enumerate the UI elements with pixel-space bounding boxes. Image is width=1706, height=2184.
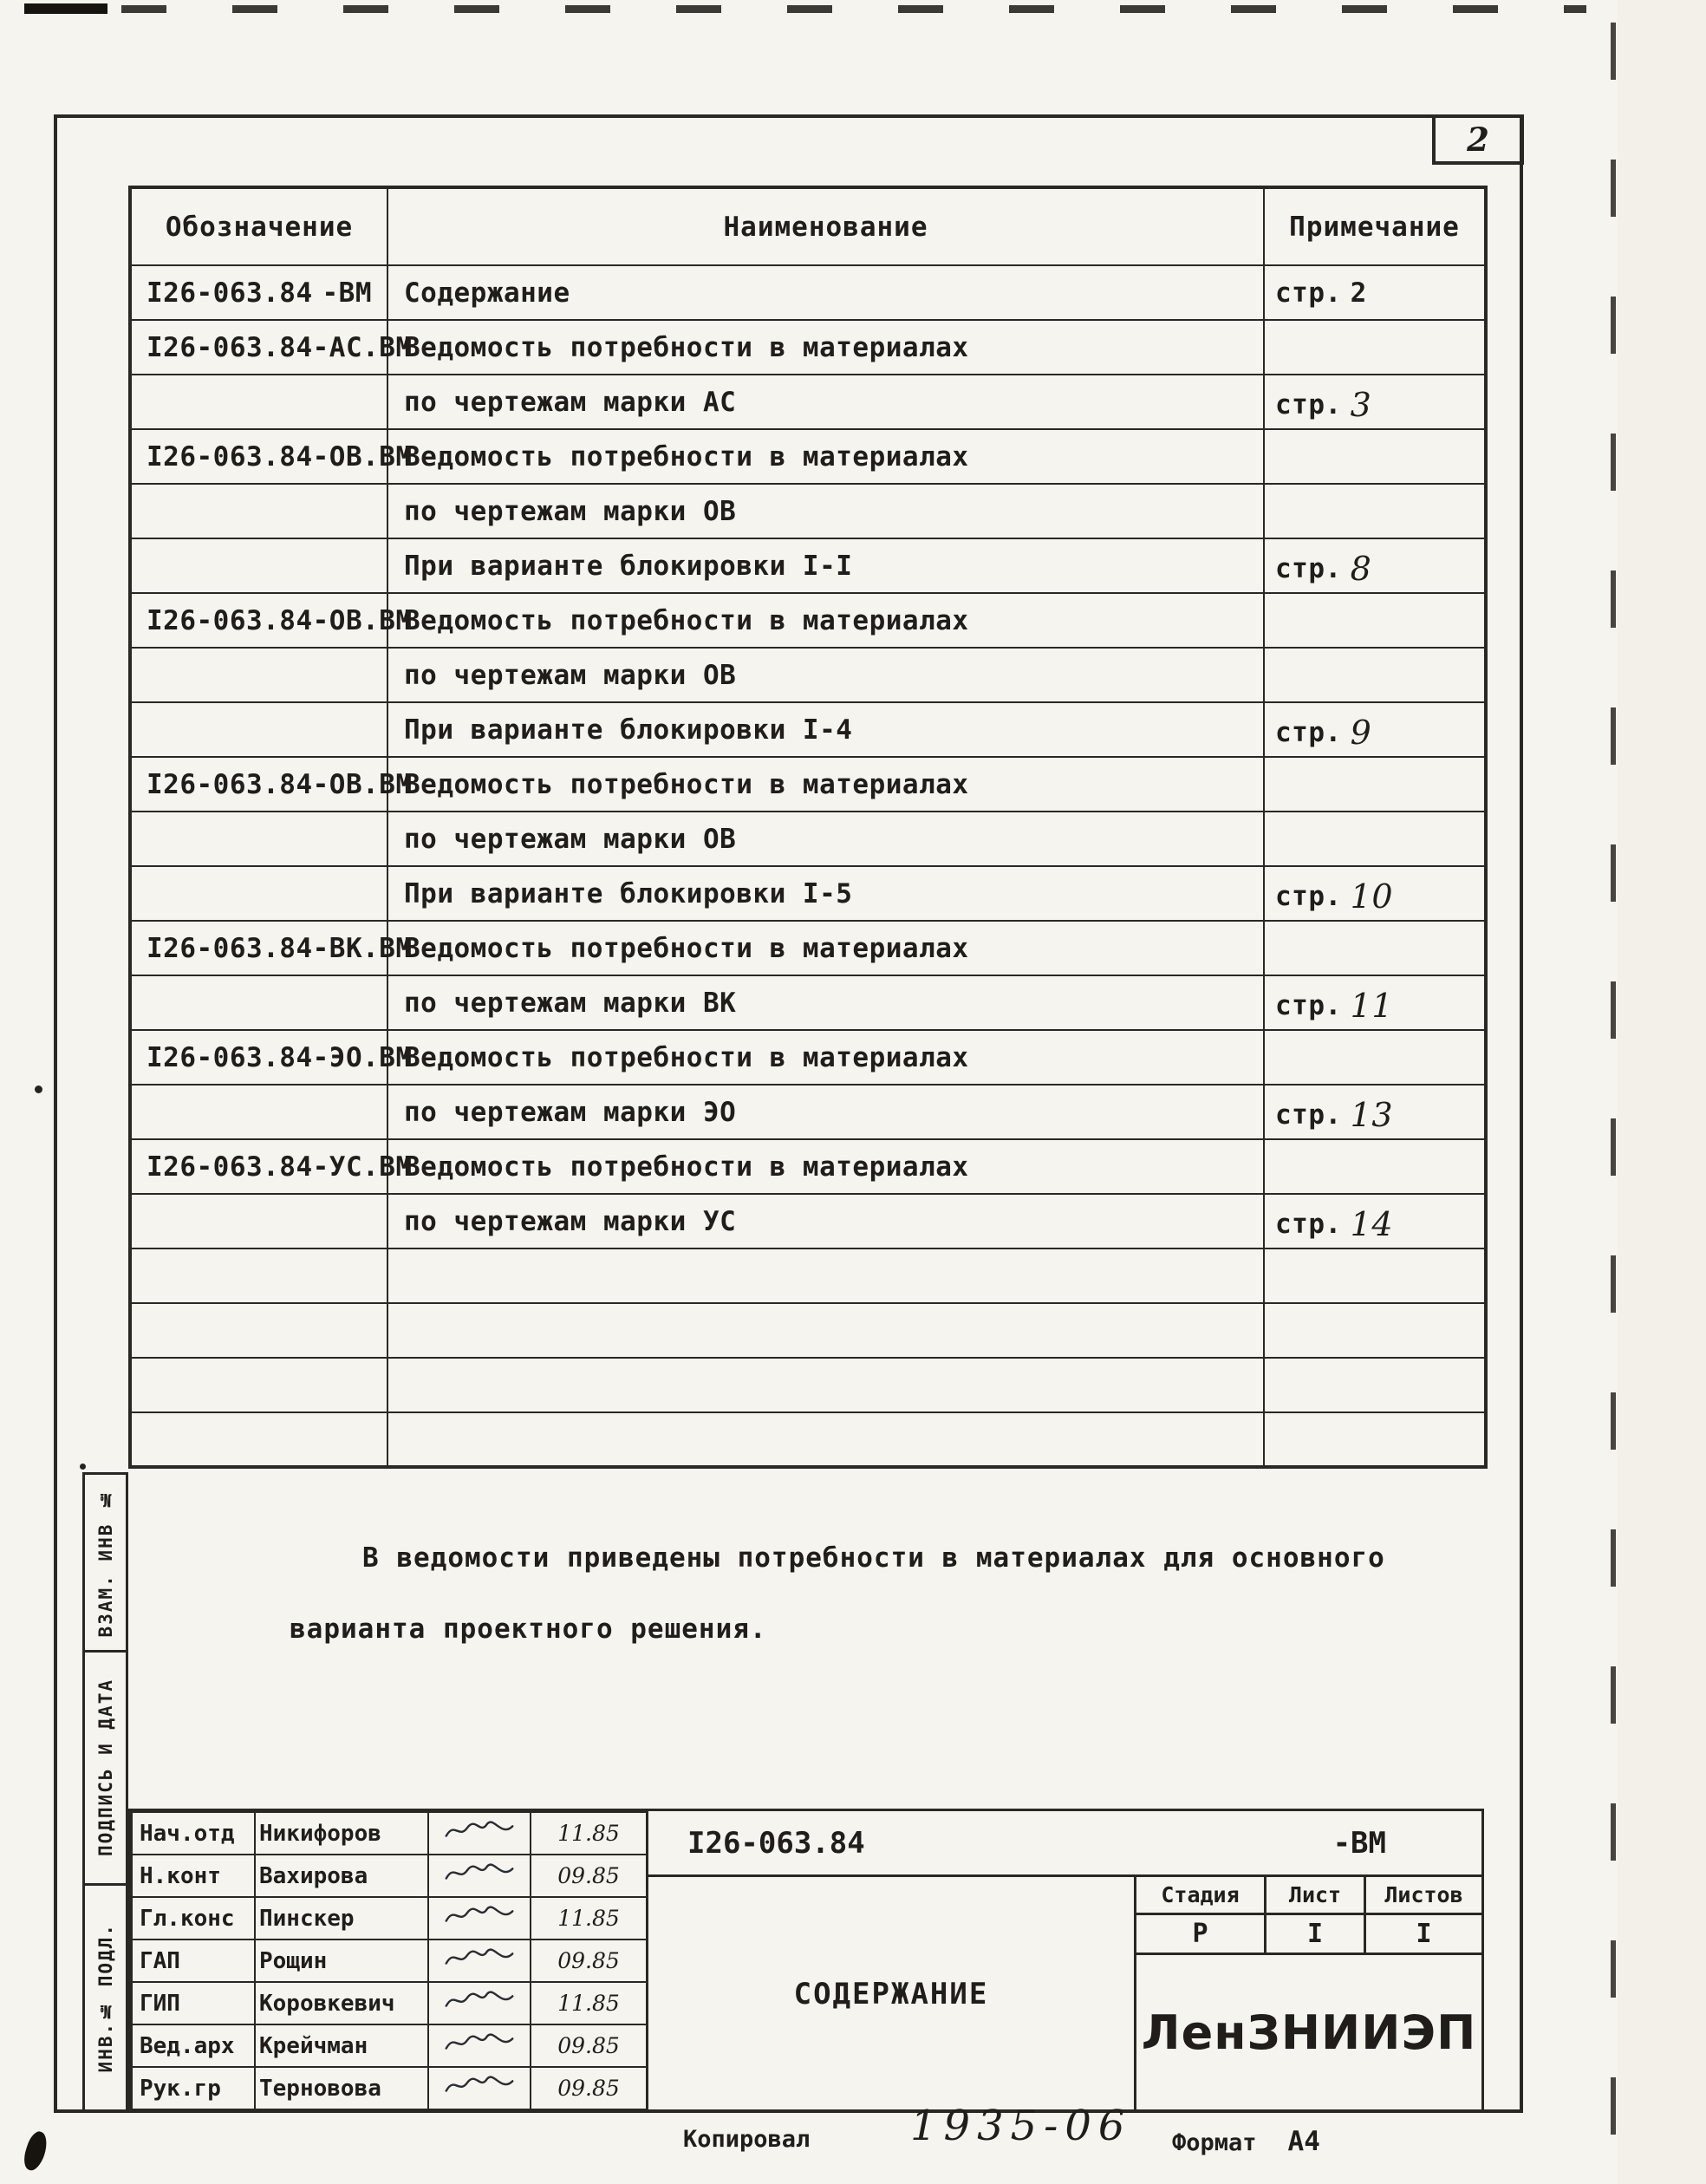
- item-name: При варианте блокировки I-I: [387, 538, 1264, 593]
- signer-row: [132, 2067, 647, 2109]
- designation-suffix: -ОВ.ВМ: [312, 440, 413, 473]
- signer-row: [132, 1897, 647, 1940]
- signer-date: 09.85: [531, 2024, 647, 2067]
- sidebar-box-podpis-data: [82, 1650, 128, 1886]
- table-row: [130, 265, 1486, 320]
- note-value: 11: [1350, 986, 1394, 1025]
- note-cell: [1264, 320, 1486, 375]
- item-name: Ведомость потребности в материалах: [387, 1139, 1264, 1194]
- table-row: [130, 648, 1486, 702]
- scan-artifact-right-dashes: [1611, 23, 1616, 2173]
- table-row: [130, 757, 1486, 812]
- item-name: [387, 1248, 1264, 1303]
- sidebar-box-inv-podl: [82, 1883, 128, 2113]
- note-value: 8: [1350, 549, 1372, 588]
- table-row: [130, 320, 1486, 375]
- item-name: по чертежам марки ОВ: [387, 648, 1264, 702]
- table-row: [130, 1248, 1486, 1303]
- header-note: Примечание: [1264, 187, 1486, 265]
- format-block: [1172, 2126, 1320, 2157]
- note-cell: [1264, 265, 1486, 320]
- signature-icon: [442, 1946, 517, 1970]
- designation-cell: [133, 1041, 413, 1073]
- note-cell: [1264, 921, 1486, 975]
- note-cell: [1264, 538, 1486, 593]
- designation-number: I26-063.84: [147, 277, 313, 309]
- scan-artifact-top-bar: [24, 3, 107, 14]
- title-block-doc-cell: [646, 1809, 1484, 1877]
- designation-suffix: -ВК.ВМ: [312, 932, 413, 964]
- note-cell: [1264, 1248, 1486, 1303]
- item-name: Ведомость потребности в материалах: [387, 593, 1264, 648]
- signer-role: Вед.арх: [132, 2024, 255, 2067]
- note-cell: [1264, 593, 1486, 648]
- organization-cell: [1134, 1953, 1484, 2113]
- item-name: Содержание: [387, 265, 1264, 320]
- note-cell: [1264, 375, 1486, 429]
- note-value: 13: [1350, 1095, 1394, 1134]
- signer-row: [132, 1855, 647, 1897]
- item-name: Ведомость потребности в материалах: [387, 757, 1264, 812]
- scan-speck: [35, 1085, 42, 1093]
- stage-value-stadiya: Р: [1134, 1913, 1266, 1955]
- designation-number: I26-063.84: [147, 768, 313, 800]
- signature-icon: [442, 1903, 517, 1927]
- signer-row: [132, 1940, 647, 1982]
- signer-date: 09.85: [531, 1855, 647, 1897]
- note-label: стр.: [1275, 277, 1342, 309]
- note-value: 10: [1350, 877, 1394, 916]
- designation-suffix: -УС.ВМ: [312, 1151, 413, 1183]
- signer-date: 09.85: [531, 1940, 647, 1982]
- sheet-title-cell: [646, 1874, 1136, 2113]
- note-label: стр.: [1275, 716, 1342, 748]
- table-row: [130, 1194, 1486, 1248]
- signer-name: Крейчман: [255, 2024, 428, 2067]
- table-row: [130, 593, 1486, 648]
- signers-table: [131, 1811, 648, 2110]
- annotation-line: варианта проектного решения.: [290, 1614, 767, 1645]
- item-name: [387, 1303, 1264, 1358]
- organization-name: ЛенЗНИИЭП: [1141, 2005, 1477, 2060]
- table-row: [130, 975, 1486, 1030]
- item-name: Ведомость потребности в материалах: [387, 429, 1264, 484]
- signer-date: 11.85: [531, 1897, 647, 1940]
- sidebar-label: ИНВ.№ ПОДЛ.: [94, 1923, 116, 2073]
- table-row: [130, 429, 1486, 484]
- note-label: стр.: [1275, 1208, 1342, 1240]
- table-row: [130, 1085, 1486, 1139]
- signer-role: Н.конт: [132, 1855, 255, 1897]
- signer-name: Терновова: [255, 2067, 428, 2109]
- item-name: по чертежам марки ОВ: [387, 484, 1264, 538]
- note-cell: [1264, 1085, 1486, 1139]
- table-row: [130, 538, 1486, 593]
- scan-artifact-corner: [20, 2129, 50, 2174]
- item-name: по чертежам марки ЭО: [387, 1085, 1264, 1139]
- doc-number: I26-063.84: [687, 1825, 865, 1861]
- sheet-title: СОДЕРЖАНИЕ: [793, 1976, 989, 2011]
- signer-row: [132, 2024, 647, 2067]
- item-name: Ведомость потребности в материалах: [387, 921, 1264, 975]
- designation-suffix: -ОВ.ВМ: [312, 768, 413, 800]
- table-row: [130, 812, 1486, 866]
- designation-cell: [133, 331, 413, 363]
- stage-value-listov: I: [1364, 1913, 1484, 1955]
- item-name: [387, 1412, 1264, 1467]
- signature-icon: [442, 2073, 517, 2097]
- table-row: [130, 484, 1486, 538]
- designation-cell: [133, 604, 413, 636]
- note-cell: [1264, 429, 1486, 484]
- note-value: 9: [1350, 713, 1372, 752]
- item-name: по чертежам марки АС: [387, 375, 1264, 429]
- scan-edge-band: [1618, 0, 1706, 2184]
- signer-role: Рук.гр: [132, 2067, 255, 2109]
- table-row: [130, 1030, 1486, 1085]
- signer-role: ГИП: [132, 1982, 255, 2024]
- annotation-text: [290, 1522, 1385, 1665]
- table-row: [130, 921, 1486, 975]
- signer-date: 09.85: [531, 2067, 647, 2109]
- note-cell: [1264, 1194, 1486, 1248]
- item-name: по чертежам марки ОВ: [387, 812, 1264, 866]
- designation-cell: [133, 440, 413, 473]
- note-value: 2: [1350, 277, 1367, 309]
- page-number: 2: [1467, 121, 1489, 159]
- item-name: по чертежам марки ВК: [387, 975, 1264, 1030]
- signature-icon: [442, 1988, 517, 2012]
- designation-suffix: -АС.ВМ: [312, 331, 413, 363]
- note-value: 3: [1350, 385, 1372, 424]
- note-label: стр.: [1275, 989, 1342, 1021]
- table-row: [130, 375, 1486, 429]
- note-cell: [1264, 1030, 1486, 1085]
- stage-value-list: I: [1264, 1913, 1366, 1955]
- signer-row: [132, 1982, 647, 2024]
- signer-role: Нач.отд: [132, 1812, 255, 1855]
- annotation-line: В ведомости приведены потребности в материалах для основного: [362, 1542, 1385, 1574]
- header-name: Наименование: [387, 187, 1264, 265]
- note-cell: [1264, 812, 1486, 866]
- note-cell: [1264, 1139, 1486, 1194]
- signer-name: Коровкевич: [255, 1982, 428, 2024]
- signature-icon: [442, 2031, 517, 2055]
- designation-cell: [133, 277, 386, 309]
- contents-table: [128, 186, 1488, 1469]
- signer-date: 11.85: [531, 1982, 647, 2024]
- stage-header-list: Лист: [1264, 1874, 1366, 1915]
- signer-name: Никифоров: [255, 1812, 428, 1855]
- stage-header-stadiya: Стадия: [1134, 1874, 1266, 1915]
- note-cell: [1264, 866, 1486, 921]
- note-cell: [1264, 1303, 1486, 1358]
- designation-number: I26-063.84: [147, 440, 313, 473]
- note-label: стр.: [1275, 552, 1342, 584]
- note-label: стр.: [1275, 1099, 1342, 1131]
- note-cell: [1264, 757, 1486, 812]
- format-value: А4: [1287, 2126, 1320, 2157]
- note-cell: [1264, 702, 1486, 757]
- sidebar-label: ВЗАМ. ИНВ №: [94, 1487, 116, 1638]
- designation-cell: [133, 1151, 413, 1183]
- item-name: по чертежам марки УС: [387, 1194, 1264, 1248]
- signer-row: [132, 1812, 647, 1855]
- table-row: [130, 1358, 1486, 1412]
- signer-role: ГАП: [132, 1940, 255, 1982]
- designation-suffix: -ОВ.ВМ: [312, 604, 413, 636]
- handwritten-order-number: 1935-06: [910, 2102, 1132, 2150]
- item-name: [387, 1358, 1264, 1412]
- designation-cell: [133, 768, 413, 800]
- page-number-box: [1432, 114, 1524, 165]
- stage-header-listov: Листов: [1364, 1874, 1484, 1915]
- designation-suffix: -ВМ: [322, 277, 372, 309]
- table-row: [130, 1303, 1486, 1358]
- designation-suffix: -ЭО.ВМ: [312, 1041, 413, 1073]
- table-row: [130, 866, 1486, 921]
- item-name: При варианте блокировки I-4: [387, 702, 1264, 757]
- table-row: [130, 702, 1486, 757]
- note-label: стр.: [1275, 880, 1342, 912]
- copied-by-label: Копировал: [683, 2126, 811, 2153]
- signature-icon: [442, 1861, 517, 1885]
- doc-suffix: -ВМ: [1332, 1825, 1386, 1861]
- designation-number: I26-063.84: [147, 932, 313, 964]
- contents-table-header: [130, 187, 1486, 265]
- header-designation: Обозначение: [130, 187, 387, 265]
- signer-name: Рощин: [255, 1940, 428, 1982]
- signers-table-body: [132, 1812, 647, 2109]
- sidebar-box-vzam-inv: [82, 1472, 128, 1653]
- note-cell: [1264, 1412, 1486, 1467]
- signer-date: 11.85: [531, 1812, 647, 1855]
- format-label: Формат: [1172, 2129, 1257, 2156]
- note-cell: [1264, 648, 1486, 702]
- note-label: стр.: [1275, 388, 1342, 421]
- sidebar-label: ПОДПИСЬ И ДАТА: [94, 1679, 116, 1857]
- note-cell: [1264, 975, 1486, 1030]
- table-row: [130, 1139, 1486, 1194]
- signer-name: Вахирова: [255, 1855, 428, 1897]
- note-cell: [1264, 484, 1486, 538]
- designation-cell: [133, 932, 413, 964]
- designation-number: I26-063.84: [147, 1041, 313, 1073]
- title-block-signers: [128, 1809, 648, 2113]
- item-name: Ведомость потребности в материалах: [387, 320, 1264, 375]
- item-name: При варианте блокировки I-5: [387, 866, 1264, 921]
- note-cell: [1264, 1358, 1486, 1412]
- scan-artifact-top-dashes: [121, 5, 1586, 13]
- designation-number: I26-063.84: [147, 604, 313, 636]
- signer-name: Пинскер: [255, 1897, 428, 1940]
- designation-number: I26-063.84: [147, 331, 313, 363]
- designation-number: I26-063.84: [147, 1151, 313, 1183]
- item-name: Ведомость потребности в материалах: [387, 1030, 1264, 1085]
- signer-role: Гл.конс: [132, 1897, 255, 1940]
- signature-icon: [442, 1818, 517, 1842]
- note-value: 14: [1350, 1204, 1394, 1243]
- table-row: [130, 1412, 1486, 1467]
- contents-table-body: [130, 265, 1486, 1467]
